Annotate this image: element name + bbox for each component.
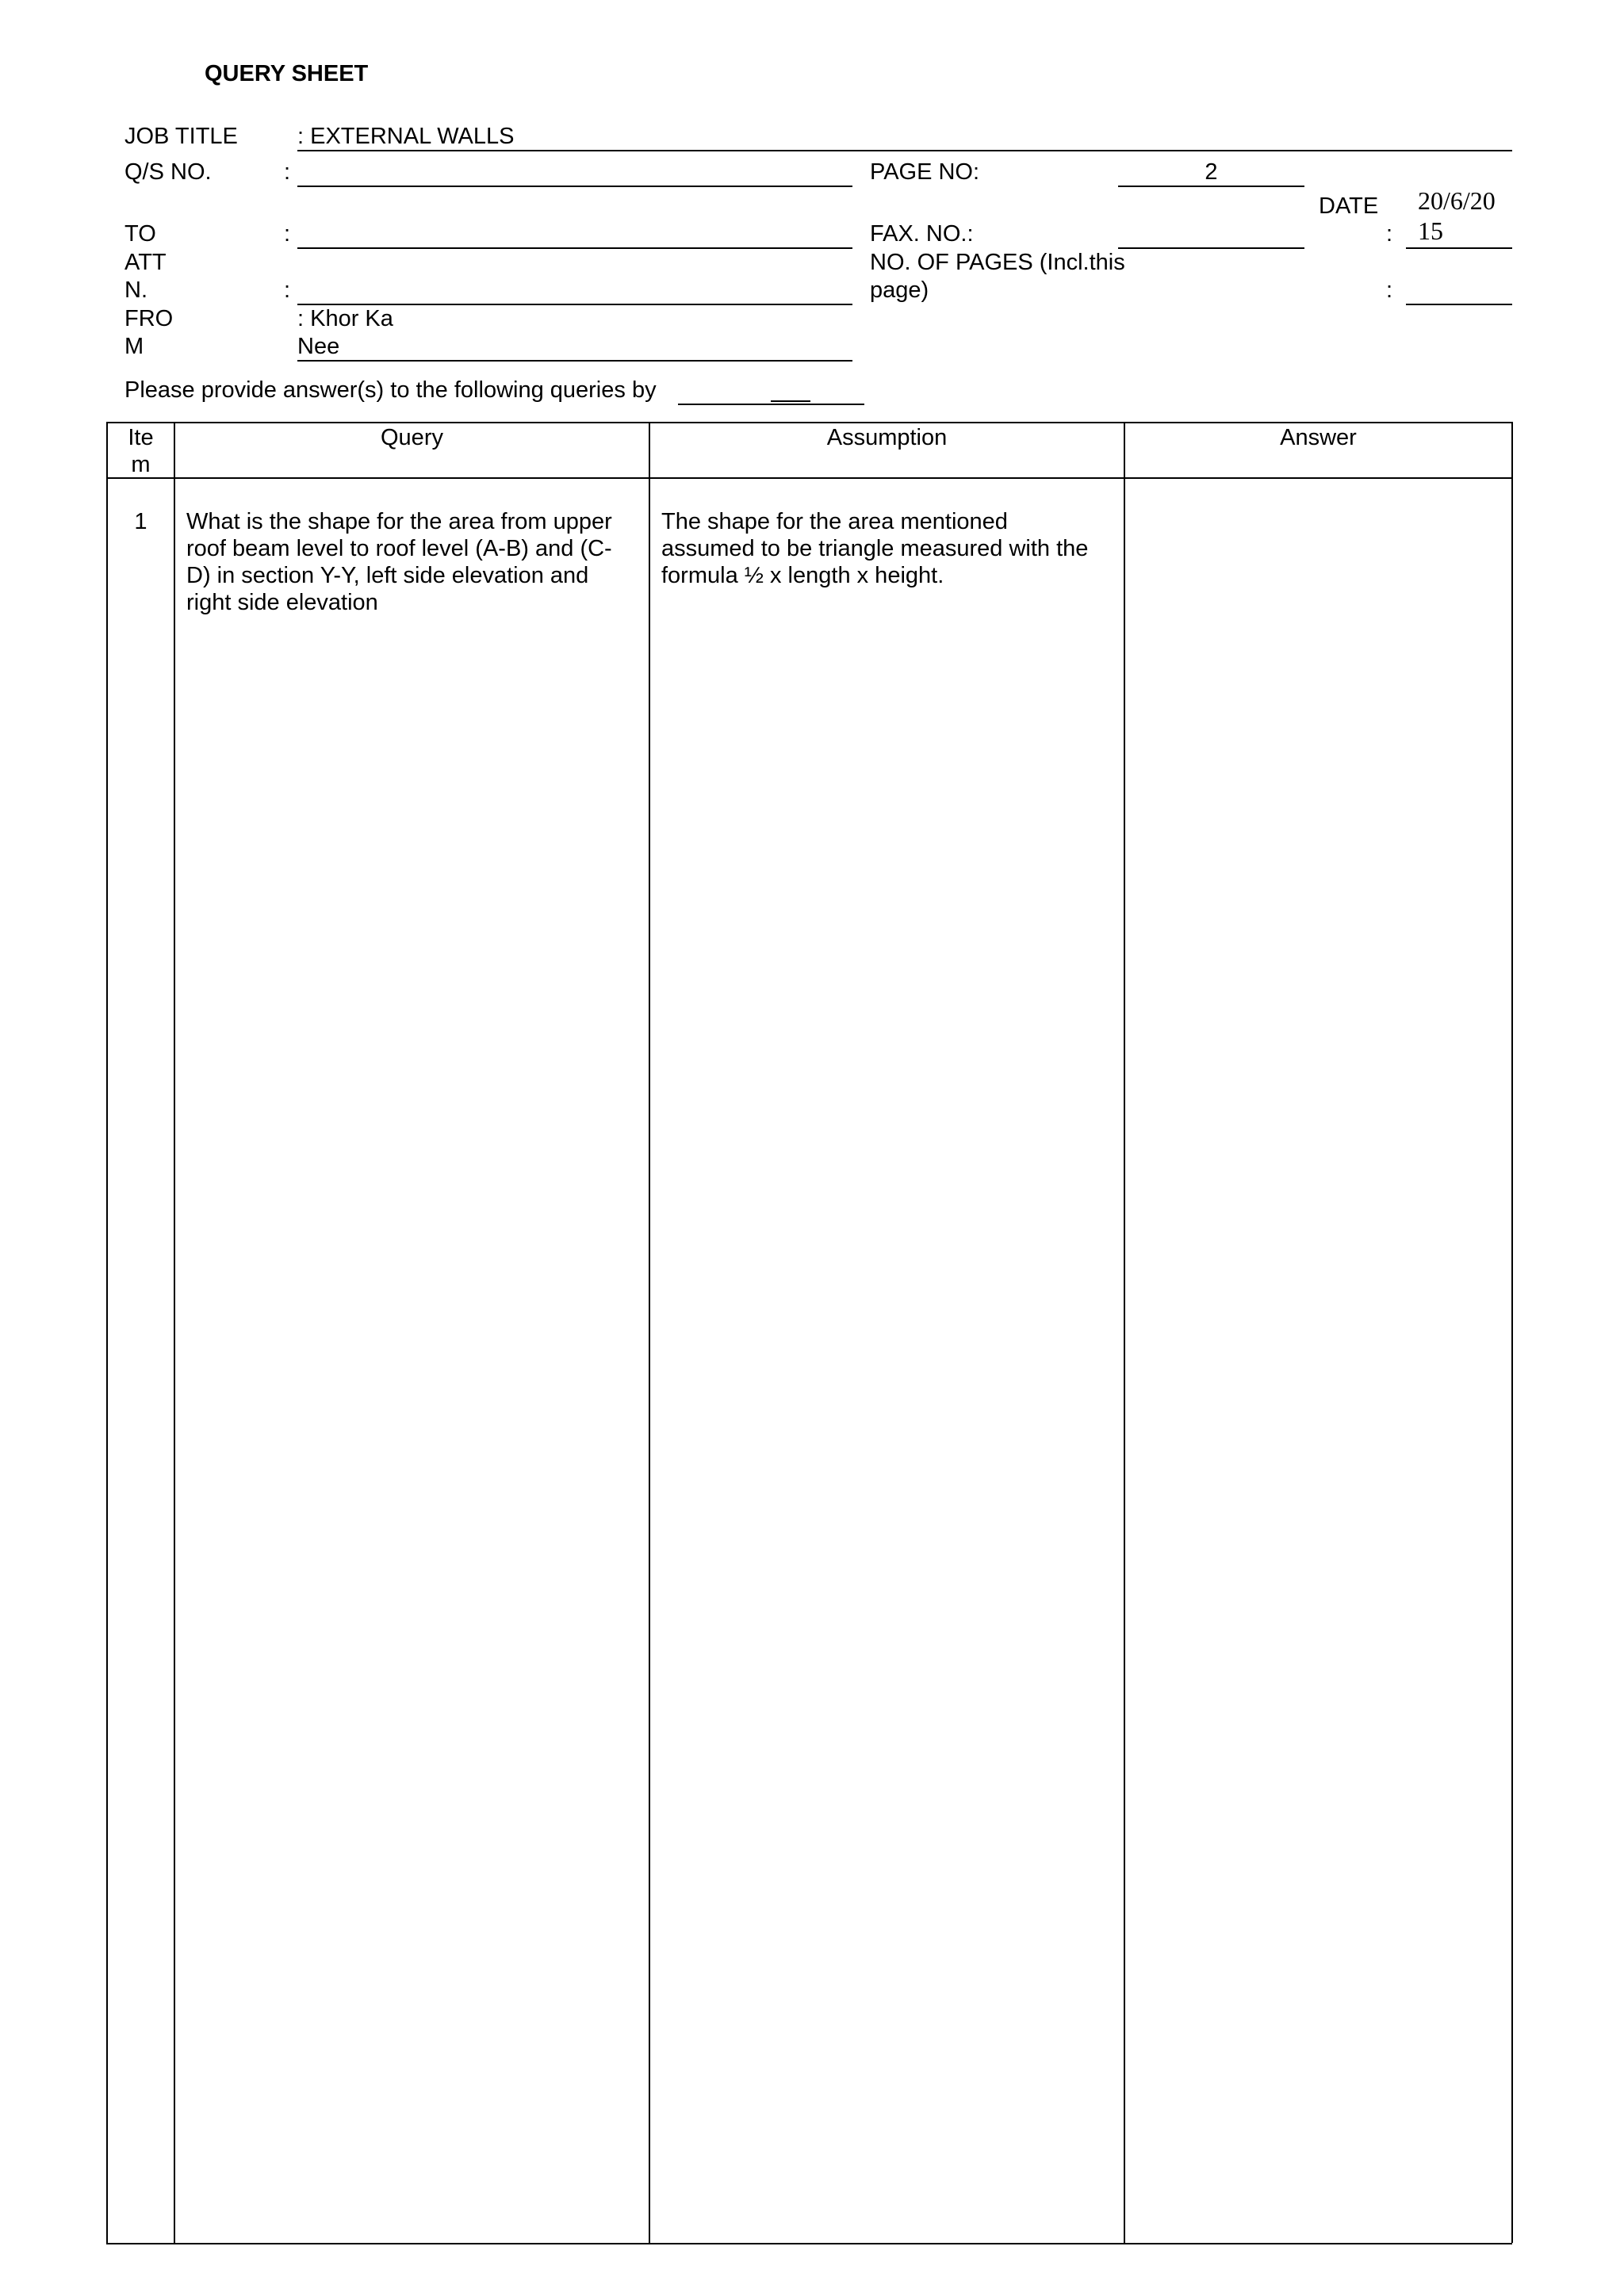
table-col-divider-assumption	[1124, 422, 1125, 2243]
table-left-border	[106, 422, 108, 2243]
table-header-border	[106, 477, 1512, 479]
pages-field[interactable]	[1406, 304, 1512, 305]
qs-no-colon: :	[284, 159, 291, 185]
header-item-line2: m	[131, 452, 151, 477]
date-colon: :	[1386, 221, 1393, 247]
header-answer: Answer	[1280, 425, 1357, 450]
pages-label-line2: page)	[870, 277, 929, 303]
assumption-line: The shape for the area mentioned	[661, 509, 1008, 534]
to-colon: :	[284, 221, 291, 247]
attn-colon: :	[284, 277, 291, 303]
pages-colon: :	[1386, 277, 1393, 303]
table-col-divider-query	[649, 422, 650, 2243]
assumption-line: assumed to be triangle measured with the	[661, 536, 1089, 561]
header-query: Query	[381, 425, 443, 450]
to-field[interactable]	[297, 247, 852, 249]
page-no-underline	[1118, 186, 1304, 187]
query-line: roof beam level to roof level (A-B) and (C-	[186, 536, 612, 561]
fax-no-field[interactable]	[1118, 247, 1304, 249]
query-line: D) in section Y-Y, left side elevation and	[186, 563, 589, 588]
from-underline	[297, 360, 852, 362]
from-label-line2: M	[124, 334, 144, 359]
from-label-line1: FRO	[124, 306, 174, 331]
qs-no-label: Q/S NO.	[124, 159, 212, 185]
attn-label-line1: ATT	[124, 250, 167, 275]
qs-no-field[interactable]	[297, 186, 852, 187]
job-title-value[interactable]: : EXTERNAL WALLS	[297, 124, 515, 149]
row-answer-field[interactable]	[1136, 508, 1501, 2229]
instruction-text: Please provide answer(s) to the following queries by	[124, 377, 657, 403]
header-item-line1: Ite	[128, 425, 154, 450]
query-line: What is the shape for the area from upper	[186, 509, 612, 534]
page-no-value[interactable]: 2	[1205, 159, 1218, 185]
from-value-line1[interactable]: : Khor Ka	[297, 306, 393, 331]
row-assumption	[661, 508, 1121, 589]
assumption-line: formula ½ x length x height.	[661, 563, 944, 588]
date-value-line1[interactable]: 20/6/20	[1418, 186, 1496, 215]
date-value-line2[interactable]: 15	[1418, 216, 1443, 245]
job-title-label: JOB TITLE	[124, 124, 238, 149]
page-no-label: PAGE NO:	[870, 159, 980, 185]
row-query	[186, 508, 646, 616]
table-top-border	[106, 422, 1512, 423]
pages-label-line1: NO. OF PAGES (Incl.this	[870, 250, 1125, 275]
table-right-border	[1511, 422, 1513, 2243]
sheet-title: QUERY SHEET	[205, 61, 369, 86]
row-item-number: 1	[134, 509, 147, 534]
date-underline	[1406, 247, 1512, 249]
date-label: DATE	[1319, 193, 1379, 219]
table-bottom-border	[106, 2243, 1512, 2244]
header-assumption: Assumption	[826, 425, 948, 450]
to-label: TO	[124, 221, 156, 247]
fax-no-label: FAX. NO.:	[870, 221, 974, 247]
table-col-divider-item	[174, 422, 175, 2243]
header-item	[108, 424, 174, 478]
instruction-date-mark	[771, 400, 810, 402]
instruction-date-field[interactable]	[678, 404, 864, 405]
attn-label-line2: N.	[124, 277, 147, 303]
from-value-line2[interactable]: Nee	[297, 334, 340, 359]
query-line: right side elevation	[186, 590, 378, 615]
job-title-underline	[297, 150, 1512, 151]
